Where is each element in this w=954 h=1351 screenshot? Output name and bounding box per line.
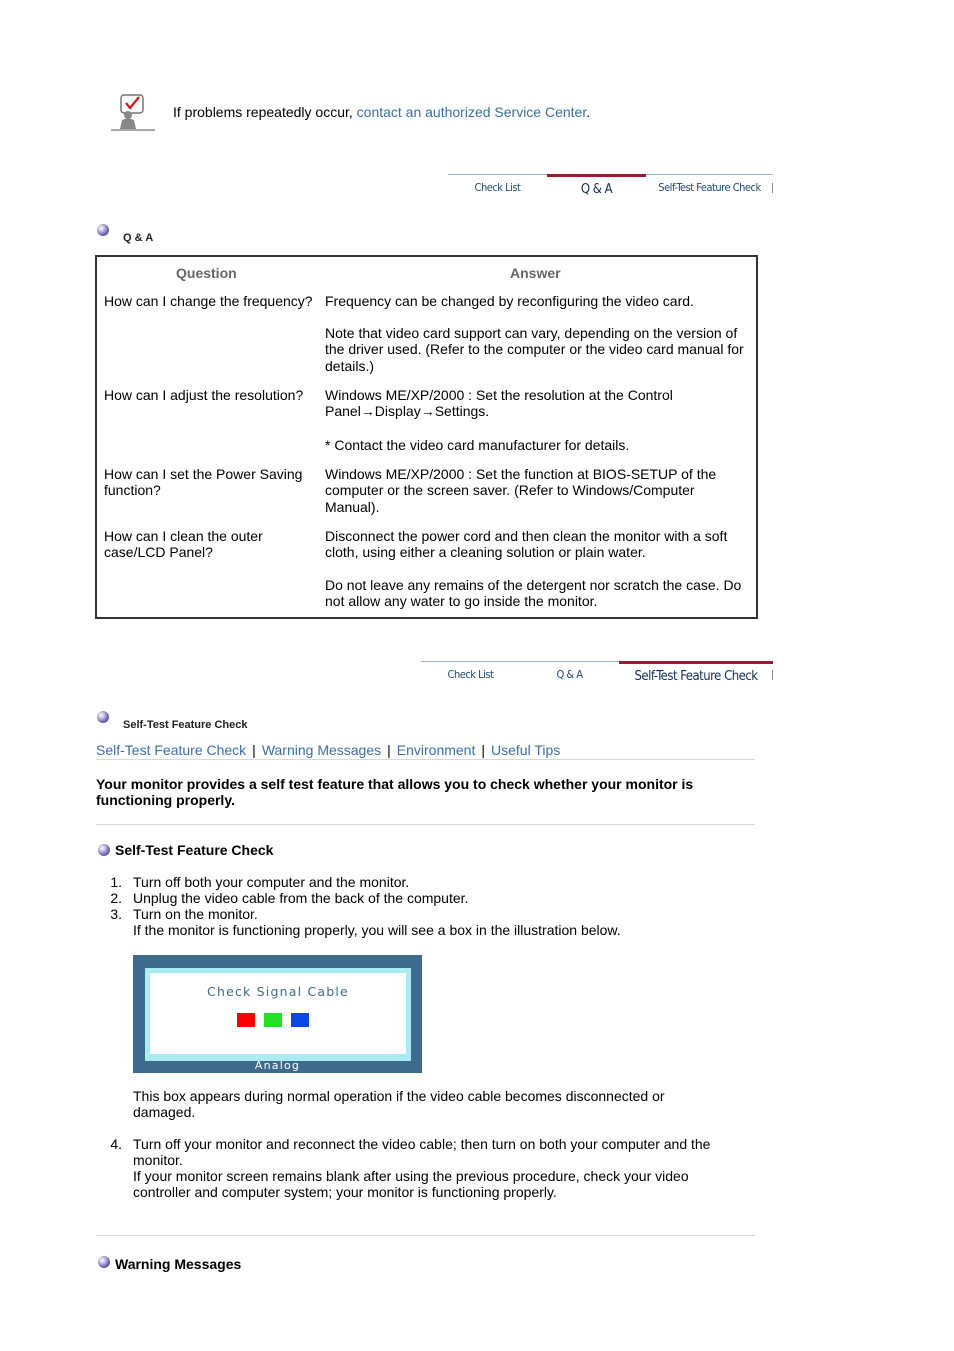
qa-question-cleaning: How can I clean the outer case/LCD Panel? [104, 528, 263, 561]
subnav-separator: | [252, 742, 256, 758]
bullet-icon [97, 711, 109, 723]
list-number: 1. [110, 874, 122, 890]
qa-answer: Windows ME/XP/2000 : Set the resolution at the Control Panel→Display→Settings. [325, 387, 673, 420]
tabbar-top [448, 174, 773, 204]
note-text [173, 104, 590, 120]
blue-swatch [291, 1013, 309, 1027]
subnav-self-test[interactable]: Self-Test Feature Check [96, 742, 247, 758]
qa-answer: Windows ME/XP/2000 : Set the function at BIOS-SETUP of the computer or the screen saver. (Refer to Windows/Computer Manual). [325, 466, 717, 515]
tab-self-test-label: Self-Test Feature Check [634, 669, 758, 684]
tabbar-bottom [421, 661, 773, 691]
bullet-icon [98, 1256, 110, 1268]
tab-check-list[interactable] [448, 174, 547, 205]
qa-answer: Frequency can be changed by reconfiguring the video card. [325, 293, 694, 309]
list-text: Turn on the monitor. [133, 906, 258, 922]
tab-q-and-a[interactable] [547, 174, 646, 207]
tab-q-and-a-label: Q & A [580, 182, 613, 197]
note-text-before: If problems repeatedly occur, [173, 104, 353, 120]
tab-check-list-label: Check List [447, 668, 494, 681]
note-text-after: . [586, 104, 591, 120]
check-signal-illustration [133, 955, 422, 1073]
list-number: 2. [110, 890, 122, 906]
tab-separator [772, 183, 773, 193]
illustration-frame [145, 968, 411, 1061]
tab-check-list-label: Check List [474, 181, 521, 194]
tab-self-test[interactable] [646, 174, 773, 205]
red-swatch [237, 1013, 255, 1027]
list-text: Turn off both your computer and the monitor. [133, 874, 410, 890]
qa-answer: * Contact the video card manufacturer for details. [325, 437, 630, 453]
qa-question-resolution: How can I adjust the resolution? [104, 387, 304, 403]
tab-self-test[interactable] [619, 661, 773, 694]
illustration-footer: Analog [254, 1059, 301, 1072]
divider [96, 1235, 755, 1236]
illustration-screen [150, 973, 406, 1054]
qa-header-question: Question [176, 265, 237, 281]
tab-q-and-a[interactable] [520, 661, 619, 692]
service-center-link[interactable]: contact an authorized Service Center [356, 104, 587, 120]
bullet-icon [98, 844, 110, 856]
qa-question-power-saving: How can I set the Power Saving function? [104, 466, 303, 499]
qa-answer: Disconnect the power cord and then clean the monitor with a soft cloth, using either a cleaning solution or plain water. [325, 528, 728, 561]
qa-answer: Do not leave any remains of the detergent nor scratch the case. Do not allow any water to go inside the monitor. [325, 577, 742, 610]
divider [96, 759, 755, 760]
selftest-intro: Your monitor provides a self test feature that allows you to check whether your monitor is functioning properly. [96, 776, 694, 809]
qa-answer: Note that video card support can vary, depending on the version of the driver used. (Refer to the computer or the video card manual for details.) [325, 325, 744, 374]
list-text: If your monitor screen remains blank after using the previous procedure, check your video controller and computer system; your monitor is functioning properly. [133, 1168, 689, 1201]
subnav [96, 742, 560, 758]
list-number: 3. [110, 906, 122, 922]
tab-q-and-a-label: Q & A [556, 668, 583, 681]
list-number: 4. [110, 1136, 122, 1152]
subnav-environment[interactable]: Environment [396, 742, 476, 758]
box-note: This box appears during normal operation if the video cable becomes disconnected or damaged. [133, 1088, 665, 1121]
selftest-heading: Self-Test Feature Check [123, 719, 248, 731]
subnav-separator: | [387, 742, 391, 758]
checklist-note-icon [111, 93, 155, 131]
subnav-useful-tips[interactable]: Useful Tips [491, 742, 561, 758]
tab-self-test-label: Self-Test Feature Check [658, 181, 761, 194]
green-swatch [264, 1013, 282, 1027]
qa-header-answer: Answer [510, 265, 561, 281]
section-title-self-test: Self-Test Feature Check [115, 842, 274, 858]
illustration-title: Check Signal Cable [207, 984, 349, 999]
qa-question-frequency: How can I change the frequency? [104, 293, 313, 309]
list-text: Turn off your monitor and reconnect the video cable; then turn on both your computer and the monitor. [133, 1136, 711, 1169]
subnav-separator: | [481, 742, 485, 758]
tab-separator [772, 670, 773, 680]
subnav-warning-messages[interactable]: Warning Messages [261, 742, 382, 758]
section-title-warning: Warning Messages [115, 1256, 242, 1272]
divider [96, 824, 755, 825]
qa-heading: Q & A [123, 232, 154, 244]
list-text: If the monitor is functioning properly, you will see a box in the illustration below. [133, 922, 621, 938]
qa-table [95, 255, 758, 619]
tab-check-list[interactable] [421, 661, 520, 692]
bullet-icon [97, 224, 109, 236]
list-text: Unplug the video cable from the back of the computer. [133, 890, 469, 906]
